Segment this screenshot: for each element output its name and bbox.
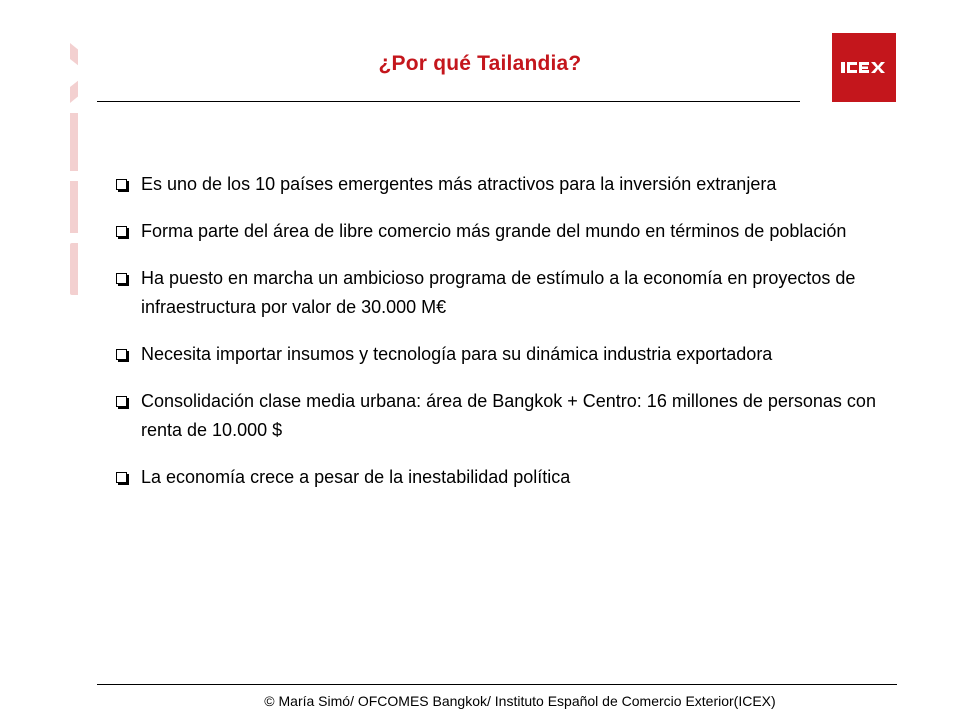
footer-copyright: © María Simó/ OFCOMES Bangkok/ Instituto Español de Comercio Exterior(ICEX) (264, 693, 776, 709)
icex-logo (832, 33, 896, 102)
checkbox-bullet-icon (116, 226, 127, 237)
bullet-text: Forma parte del área de libre comercio más grande del mundo en términos de población (141, 221, 847, 241)
bullet-text: Es uno de los 10 países emergentes más atractivos para la inversión extranjera (141, 174, 777, 194)
checkbox-bullet-icon (116, 396, 127, 407)
bullet-item (115, 463, 915, 492)
bullet-item (115, 264, 915, 322)
checkbox-bullet-icon (116, 273, 127, 284)
checkbox-bullet-icon (116, 179, 127, 190)
bullet-item (115, 217, 915, 246)
checkbox-bullet-icon (116, 472, 127, 483)
bullet-item (115, 387, 915, 445)
footer-divider (97, 684, 897, 685)
bullet-text: Necesita importar insumos y tecnología para su dinámica industria exportadora (141, 344, 773, 364)
title-divider (97, 101, 800, 102)
checkbox-bullet-icon (116, 349, 127, 360)
bullet-text: Consolidación clase media urbana: área de Bangkok + Centro: 16 millones de personas con renta de 10.000 $ (141, 391, 876, 440)
bullet-text: Ha puesto en marcha un ambicioso programa de estímulo a la economía en proyectos de infraestructura por valor de 30.000 M€ (141, 268, 856, 317)
bullet-list (115, 170, 915, 510)
bullet-item (115, 340, 915, 369)
bullet-item (115, 170, 915, 199)
slide-title: ¿Por qué Tailandia? (378, 52, 582, 75)
bullet-text: La economía crece a pesar de la inestabilidad política (141, 467, 571, 487)
